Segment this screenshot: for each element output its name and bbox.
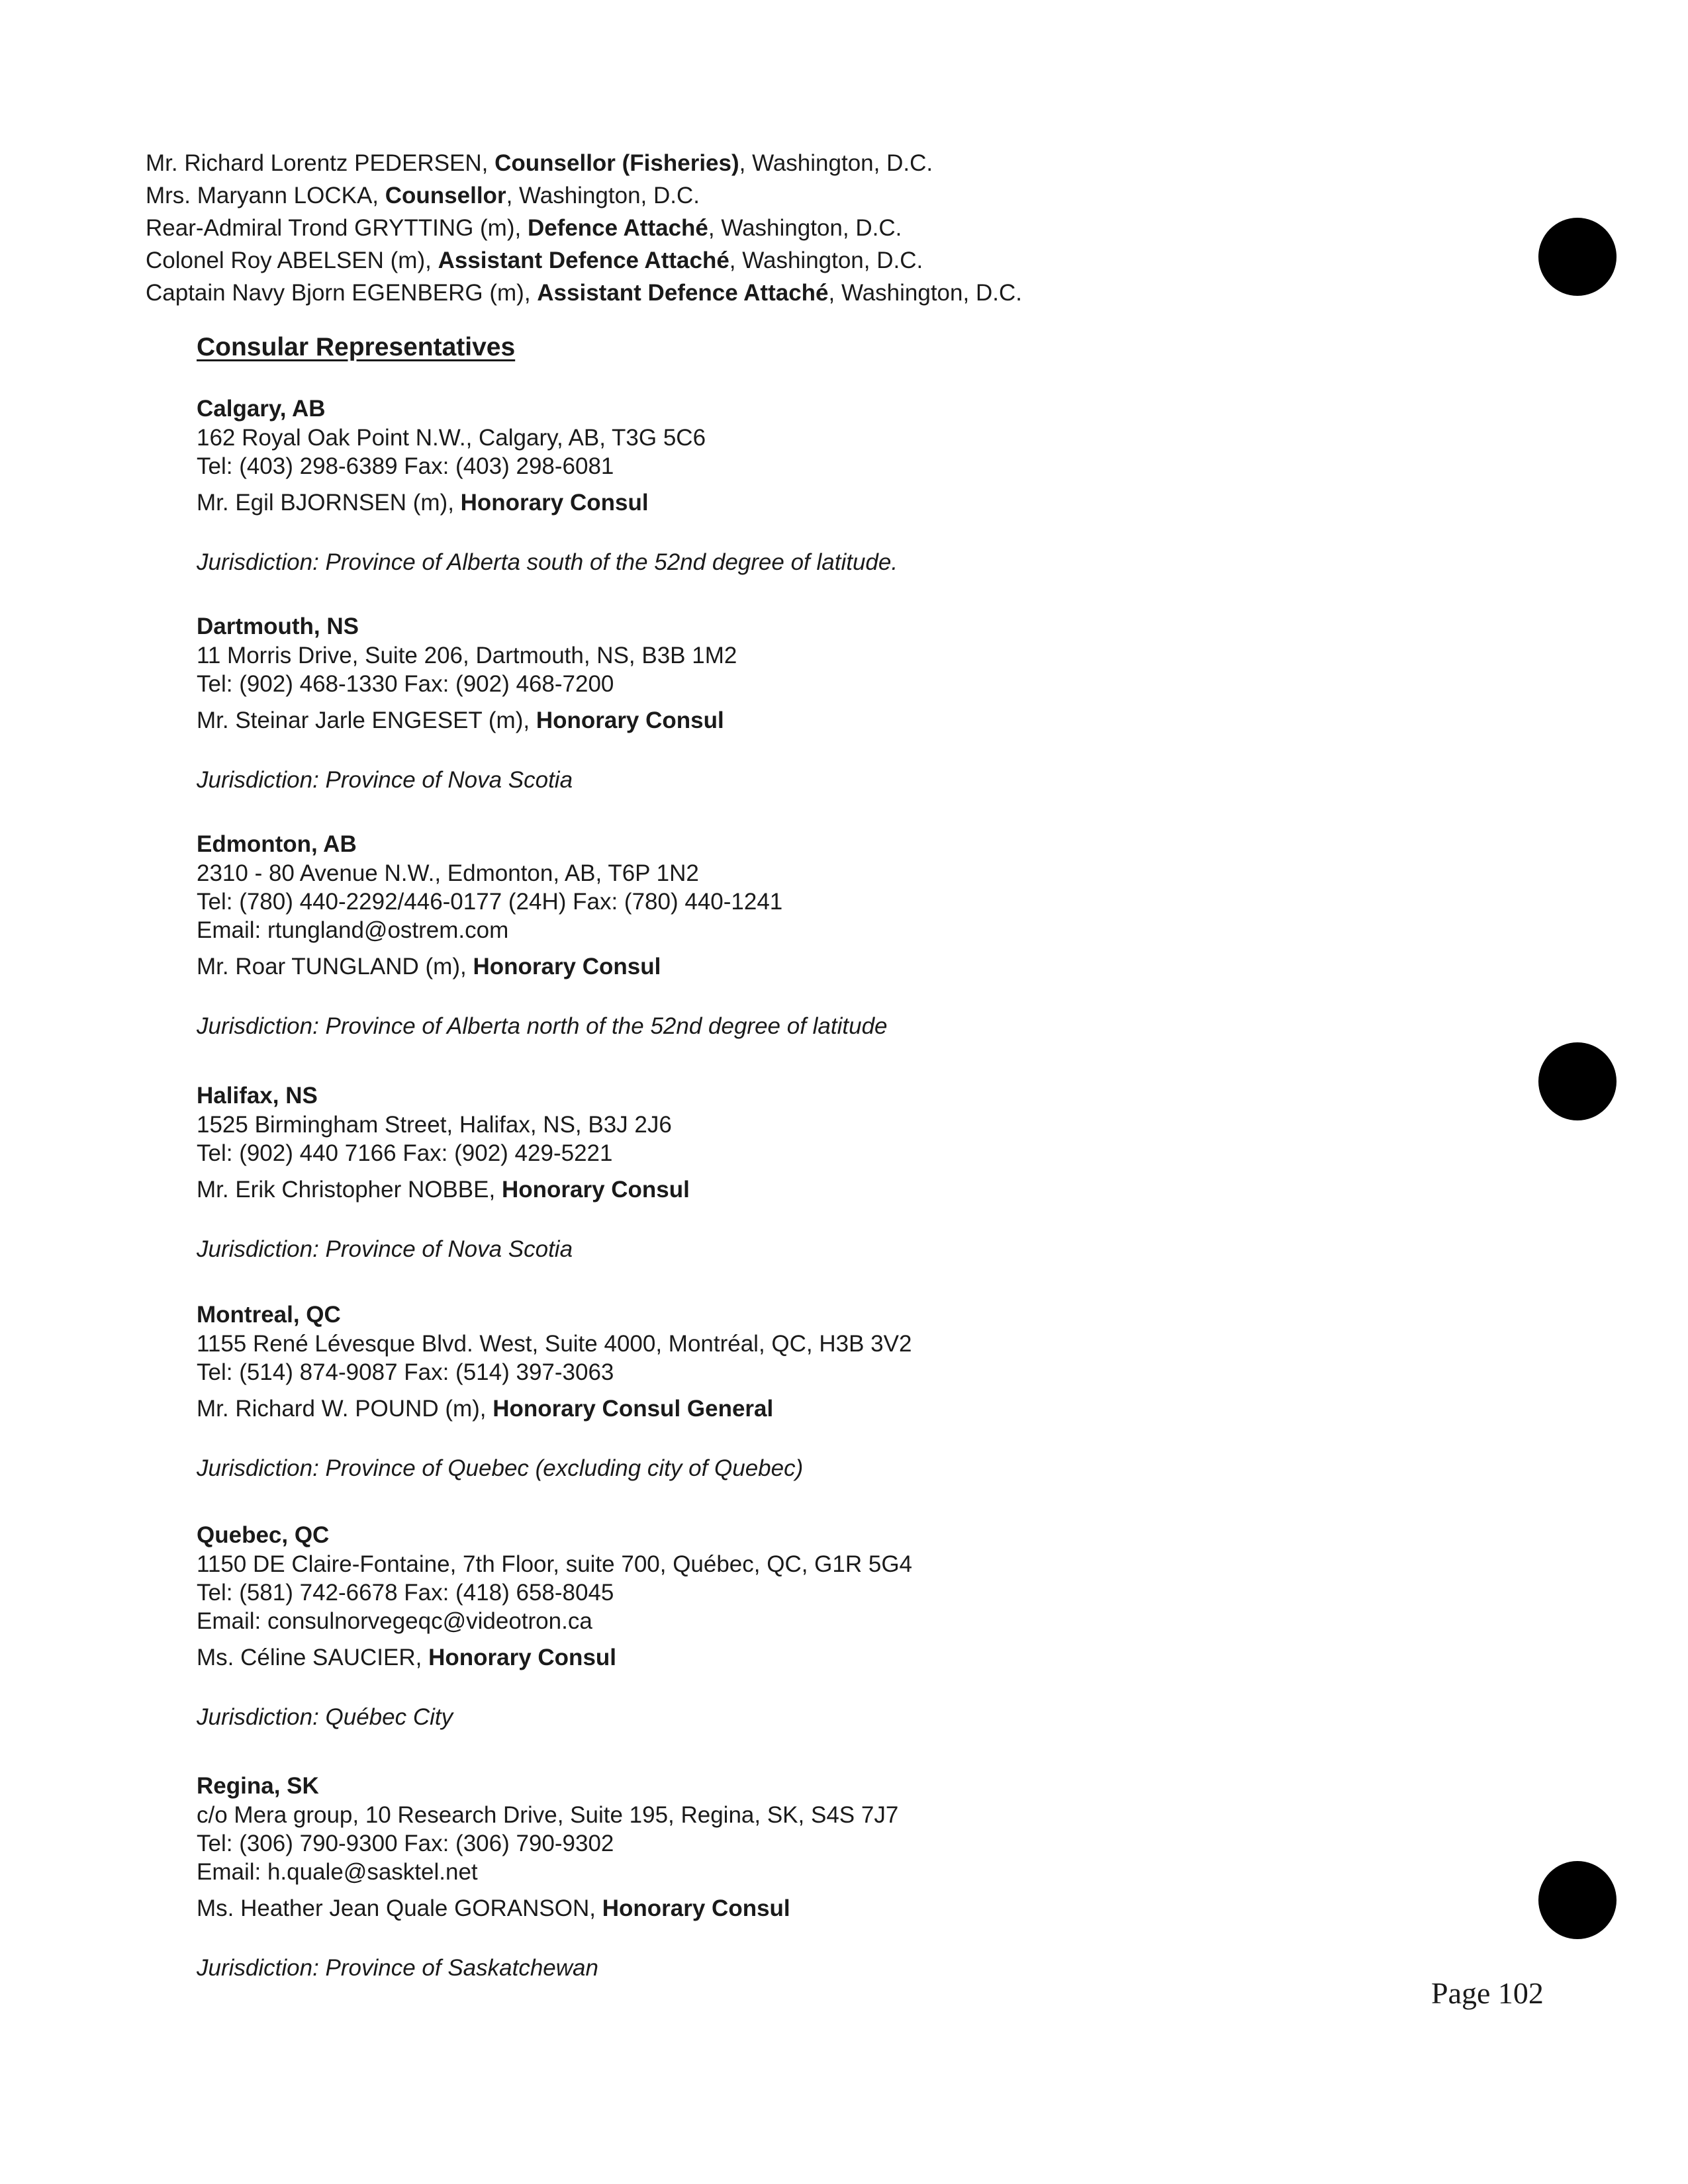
staff-place: , Washington, D.C. (828, 280, 1022, 306)
office-email: Email: rtungland@ostrem.com (197, 917, 509, 943)
office-phone: Tel: (902) 440 7166 Fax: (902) 429-5221 (197, 1140, 613, 1166)
consulate-entry (197, 612, 1521, 795)
staff-place: , Washington, D.C. (729, 248, 923, 273)
representative-name: Ms. Heather Jean Quale GORANSON, (197, 1895, 602, 1921)
office-email: Email: h.quale@sasktel.net (197, 1859, 478, 1885)
office-jurisdiction: Jurisdiction: Province of Alberta south of the 52nd degree of latitude. (197, 549, 898, 575)
office-address: 162 Royal Oak Point N.W., Calgary, AB, T3G 5C6 (197, 425, 706, 451)
office-phone: Tel: (902) 468-1330 Fax: (902) 468-7200 (197, 671, 614, 697)
staff-line (146, 181, 700, 210)
office-email: Email: consulnorvegeqc@videotron.ca (197, 1608, 592, 1634)
representative-title: Honorary Consul (602, 1895, 790, 1921)
staff-place: , Washington, D.C. (506, 183, 700, 208)
office-address: 2310 - 80 Avenue N.W., Edmonton, AB, T6P 1N2 (197, 860, 699, 886)
consulate-entry (197, 1772, 1521, 1983)
punch-hole (1538, 1861, 1617, 1939)
office-representative (197, 1175, 1521, 1205)
office-address: c/o Mera group, 10 Research Drive, Suite 195, Regina, SK, S4S 7J7 (197, 1802, 899, 1828)
office-jurisdiction: Jurisdiction: Province of Quebec (excluding city of Quebec) (197, 1455, 804, 1481)
staff-name: Mr. Richard Lorentz PEDERSEN, (146, 150, 495, 176)
staff-line (146, 149, 933, 178)
representative-name: Mr. Egil BJORNSEN (m), (197, 490, 461, 516)
representative-title: Honorary Consul (460, 490, 649, 516)
representative-name: Mr. Roar TUNGLAND (m), (197, 954, 473, 979)
staff-title: Defence Attaché (527, 215, 708, 241)
representative-title: Honorary Consul (473, 954, 661, 979)
staff-name: Captain Navy Bjorn EGENBERG (m), (146, 280, 538, 306)
office-phone: Tel: (581) 742-6678 Fax: (418) 658-8045 (197, 1580, 614, 1606)
office-phone: Tel: (514) 874-9087 Fax: (514) 397-3063 (197, 1359, 614, 1385)
representative-title: Honorary Consul (501, 1177, 690, 1203)
staff-title: Assistant Defence Attaché (537, 280, 829, 306)
office-jurisdiction: Jurisdiction: Province of Alberta north of the 52nd degree of latitude (197, 1013, 888, 1039)
punch-hole (1538, 1042, 1617, 1120)
staff-place: , Washington, D.C. (739, 150, 933, 176)
office-phone: Tel: (403) 298-6389 Fax: (403) 298-6081 (197, 453, 614, 479)
consulate-entry (197, 830, 1521, 1041)
office-address: 1155 René Lévesque Blvd. West, Suite 4000, Montréal, QC, H3B 3V2 (197, 1331, 912, 1357)
consulate-entry (197, 1300, 1521, 1483)
page-number: Page 102 (1431, 1976, 1544, 2010)
office-jurisdiction: Jurisdiction: Province of Saskatchewan (197, 1955, 598, 1981)
staff-title: Counsellor (385, 183, 506, 208)
office-jurisdiction: Jurisdiction: Province of Nova Scotia (197, 1236, 573, 1262)
representative-name: Mr. Steinar Jarle ENGESET (m), (197, 707, 536, 733)
office-phone: Tel: (306) 790-9300 Fax: (306) 790-9302 (197, 1831, 614, 1856)
office-address: 11 Morris Drive, Suite 206, Dartmouth, NS, B3B 1M2 (197, 643, 737, 668)
office-representative (197, 1394, 1521, 1424)
office-city: Regina, SK (197, 1773, 319, 1799)
staff-name: Rear-Admiral Trond GRYTTING (m), (146, 215, 528, 241)
office-address: 1525 Birmingham Street, Halifax, NS, B3J 2J6 (197, 1112, 672, 1138)
staff-name: Mrs. Maryann LOCKA, (146, 183, 385, 208)
representative-title: Honorary Consul General (492, 1396, 774, 1422)
staff-name: Colonel Roy ABELSEN (m), (146, 248, 438, 273)
office-representative (197, 706, 1521, 735)
consulate-entry (197, 1521, 1521, 1732)
consulate-entry (197, 394, 1521, 577)
punch-hole (1538, 218, 1617, 296)
representative-name: Mr. Erik Christopher NOBBE, (197, 1177, 502, 1203)
representative-name: Ms. Céline SAUCIER, (197, 1645, 429, 1670)
office-city: Quebec, QC (197, 1522, 330, 1548)
staff-place: , Washington, D.C. (708, 215, 902, 241)
office-representative (197, 1894, 1521, 1923)
office-address: 1150 DE Claire-Fontaine, 7th Floor, suite 700, Québec, QC, G1R 5G4 (197, 1551, 913, 1577)
office-city: Halifax, NS (197, 1083, 318, 1109)
representative-title: Honorary Consul (536, 707, 724, 733)
staff-title: Assistant Defence Attaché (438, 248, 729, 273)
office-phone: Tel: (780) 440-2292/446-0177 (24H) Fax: (780) 440-1241 (197, 889, 783, 915)
office-representative (197, 1643, 1521, 1672)
office-city: Montreal, QC (197, 1302, 341, 1328)
office-city: Dartmouth, NS (197, 614, 359, 639)
section-heading: Consular Representatives (197, 333, 516, 361)
office-city: Edmonton, AB (197, 831, 357, 857)
consulate-entry (197, 1081, 1521, 1264)
office-representative (197, 952, 1521, 981)
representative-name: Mr. Richard W. POUND (m), (197, 1396, 493, 1422)
staff-line (146, 279, 1022, 308)
office-jurisdiction: Jurisdiction: Province of Nova Scotia (197, 767, 573, 793)
office-representative (197, 488, 1521, 518)
representative-title: Honorary Consul (428, 1645, 617, 1670)
staff-line (146, 246, 923, 275)
office-city: Calgary, AB (197, 396, 326, 422)
staff-line (146, 214, 902, 243)
staff-title: Counsellor (Fisheries) (494, 150, 739, 176)
office-jurisdiction: Jurisdiction: Québec City (197, 1704, 453, 1730)
